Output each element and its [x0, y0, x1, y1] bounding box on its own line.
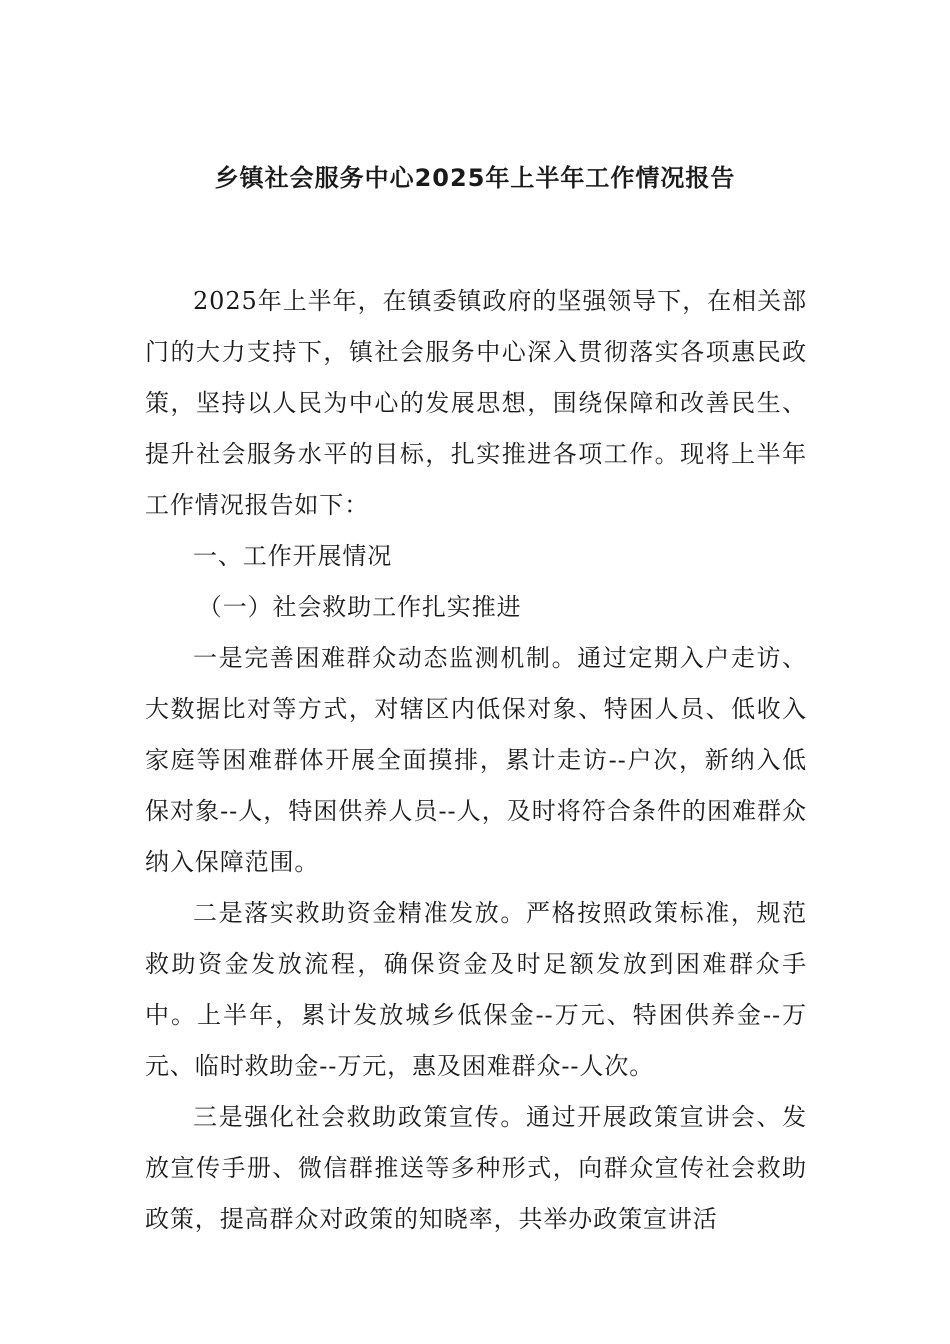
paragraph-item-1: 一是完善困难群众动态监测机制。通过定期入户走访、大数据比对等方式，对辖区内低保对象、特困人员、低收入家庭等困难群体开展全面摸排，累计走访--户次，新纳入低保对象--人，特困供养人员--人，及时将符合条件的困难群众纳入保障范围。	[145, 644, 807, 876]
document-body	[145, 276, 807, 1245]
paragraph-item-2: 二是落实救助资金精准发放。严格按照政策标准，规范救助资金发放流程，确保资金及时足额发放到困难群众手中。上半年，累计发放城乡低保金--万元、特困供养金--万元、临时救助金--万元，惠及困难群众--人次。	[145, 899, 807, 1080]
paragraph-intro: 2025年上半年，在镇委镇政府的坚强领导下，在相关部门的大力支持下，镇社会服务中心深入贯彻落实各项惠民政策，坚持以人民为中心的发展思想，围绕保障和改善民生、提升社会服务水平的目标，扎实推进各项工作。现将上半年工作情况报告如下：	[145, 287, 807, 519]
subsection-heading-1: （一）社会救助工作扎实推进	[197, 593, 522, 621]
section-heading-1: 一、工作开展情况	[193, 542, 393, 570]
document-title: 乡镇社会服务中心2025年上半年工作情况报告	[214, 164, 736, 192]
paragraph-item-3: 三是强化社会救助政策宣传。通过开展政策宣讲会、发放宣传手册、微信群推送等多种形式，向群众宣传社会救助政策，提高群众对政策的知晓率，共举办政策宣讲活	[145, 1103, 807, 1233]
